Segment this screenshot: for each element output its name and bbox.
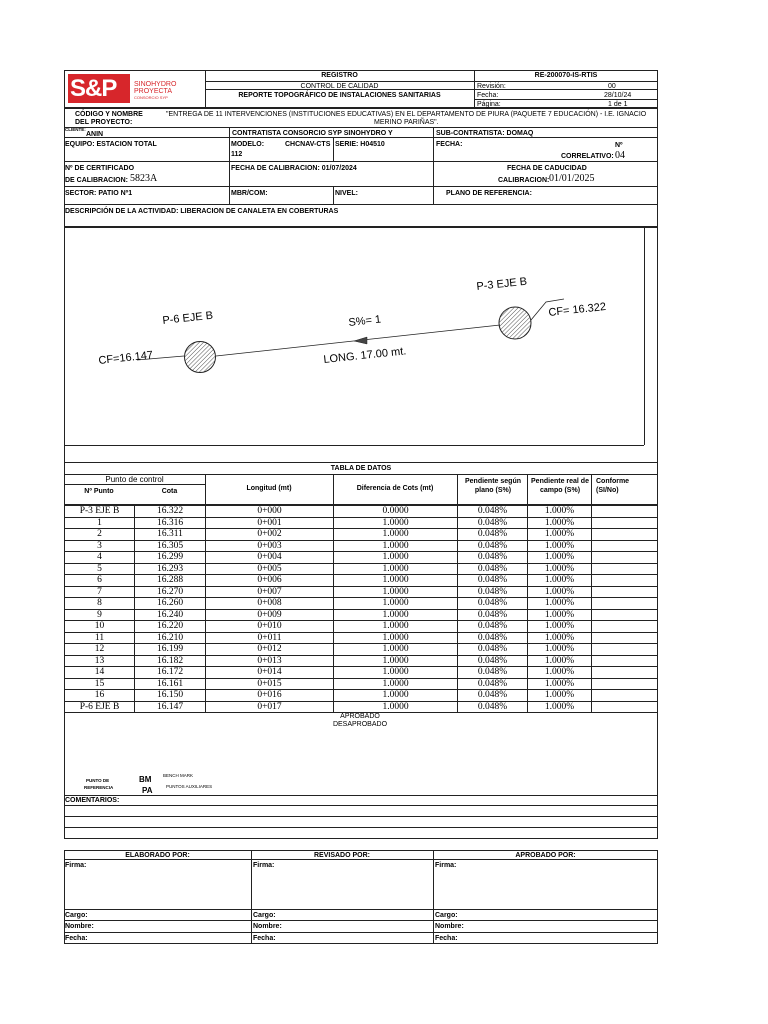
table-row: [65, 586, 658, 598]
caducidad-label-1: FECHA DE CADUCIDAD: [507, 165, 587, 172]
col-cota: Cota: [161, 488, 178, 495]
table-cell: 1.0000: [334, 563, 458, 575]
table-cell: 1.0000: [334, 575, 458, 587]
table-cell: 0+002: [206, 529, 334, 541]
table-cell: 9: [65, 609, 135, 621]
nombre-label-2: Nombre:: [253, 923, 282, 930]
table-cell: [592, 598, 658, 610]
table-cell: 1.000%: [528, 678, 592, 690]
aprobado-por: APROBADO POR:: [515, 852, 576, 859]
table-cell: 1.0000: [334, 609, 458, 621]
table-row: [65, 517, 658, 529]
table-cell: 1.000%: [528, 575, 592, 587]
table-cell: 1.000%: [528, 609, 592, 621]
caducidad-value: 01/01/2025: [549, 173, 595, 184]
table-cell: [592, 609, 658, 621]
table-cell: 0+005: [206, 563, 334, 575]
table-cell: [592, 690, 658, 702]
table-cell: 0.048%: [458, 575, 528, 587]
cargo-label-2: Cargo:: [253, 912, 276, 919]
table-cell: 0+011: [206, 632, 334, 644]
table-cell: 1.0000: [334, 678, 458, 690]
logo-brand: S&P: [70, 75, 117, 102]
logo-line1: SINOHYDRO: [134, 81, 177, 88]
table-cell: 5: [65, 563, 135, 575]
table-cell: 1.000%: [528, 598, 592, 610]
table-row: [65, 552, 658, 564]
correlativo-value: 04: [615, 150, 625, 161]
logo-line2: PROYECTA: [134, 88, 172, 95]
equipo: EQUIPO: ESTACION TOTAL: [65, 141, 157, 148]
table-cell: 1.000%: [528, 655, 592, 667]
table-cell: 0+007: [206, 586, 334, 598]
col-pendiente-plano: Pendiente según plano (S%): [464, 478, 521, 494]
signature-block: [64, 850, 658, 944]
report-title: REPORTE TOPOGRÁFICO DE INSTALACIONES SANITARIAS: [238, 92, 441, 99]
table-cell: 0+009: [206, 609, 334, 621]
revision-label: Revisión:: [477, 83, 506, 90]
table-cell: 1: [65, 517, 135, 529]
left-point-label: P-6 EJE B: [161, 309, 214, 327]
table-cell: 0+014: [206, 667, 334, 679]
firma-label-3: Firma:: [435, 862, 457, 869]
table-cell: 1.0000: [334, 529, 458, 541]
table-cell: [592, 621, 658, 633]
table-cell: 0+006: [206, 575, 334, 587]
flow-arrow-icon: [354, 337, 367, 344]
table-cell: 7: [65, 586, 135, 598]
col-longitud: Longitud (mt): [246, 485, 292, 492]
table-cell: 16.220: [135, 621, 206, 633]
cliente-label: CLIENTE:: [65, 127, 86, 132]
col-pendiente-real: Pendiente real de campo (S%): [531, 478, 589, 494]
table-cell: 16.210: [135, 632, 206, 644]
table-cell: 16: [65, 690, 135, 702]
table-cell: 1.000%: [528, 552, 592, 564]
table-cell: [592, 552, 658, 564]
table-row: [65, 632, 658, 644]
table-cell: 1.0000: [334, 621, 458, 633]
left-cf: CF=16.147: [97, 349, 154, 367]
table-cell: 16.293: [135, 563, 206, 575]
desaprobado-label: DESAPROBADO: [332, 721, 388, 728]
certificado-value: 5823A: [130, 173, 158, 184]
logo-line3: CONSORCIO SYP: [134, 95, 168, 100]
subcontratista: SUB-CONTRATISTA: DOMAQ: [436, 130, 534, 137]
table-cell: 16.270: [135, 586, 206, 598]
table-row: [65, 506, 658, 518]
pa-desc: PUNTOS AUXILIARES: [166, 784, 213, 789]
bm-desc: BENCH MARK: [163, 773, 194, 778]
aprobado-label: APROBADO: [340, 713, 380, 720]
table-cell: 14: [65, 667, 135, 679]
table-cell: 0+003: [206, 540, 334, 552]
table-cell: P-3 EJE B: [65, 506, 135, 518]
table-cell: [592, 632, 658, 644]
table-cell: [592, 563, 658, 575]
table-cell: 4: [65, 552, 135, 564]
table-cell: 1.000%: [528, 667, 592, 679]
table-cell: 1.0000: [334, 701, 458, 713]
certificado-label-1: Nº DE CERTIFICADO: [65, 165, 135, 172]
fecha-label: Fecha:: [477, 92, 499, 99]
table-cell: 16.150: [135, 690, 206, 702]
pagina-value: 1 de 1: [608, 101, 628, 108]
table-cell: 0.048%: [458, 690, 528, 702]
revision-value: 00: [608, 83, 616, 90]
table-cell: 16.147: [135, 701, 206, 713]
table-row: [65, 678, 658, 690]
right-cf: CF= 16.322: [547, 300, 607, 319]
table-cell: 1.000%: [528, 563, 592, 575]
cargo-label-1: Cargo:: [65, 912, 88, 919]
fecha-sign-label-3: Fecha:: [435, 935, 458, 942]
table-cell: 1.000%: [528, 517, 592, 529]
comentarios-label: COMENTARIOS:: [65, 797, 120, 804]
table-cell: 0.048%: [458, 586, 528, 598]
table-cell: 0.048%: [458, 632, 528, 644]
table-row: [65, 529, 658, 541]
table-cell: 0.048%: [458, 506, 528, 518]
table-cell: 1.000%: [528, 540, 592, 552]
table-cell: [592, 678, 658, 690]
table-cell: 1.0000: [334, 517, 458, 529]
fecha-sign-label-1: Fecha:: [65, 935, 88, 942]
table-cell: 1.000%: [528, 586, 592, 598]
pa-label: PA: [142, 786, 153, 795]
table-cell: [592, 575, 658, 587]
col-diferencia: Diferencia de Cots (mt): [356, 485, 434, 492]
table-cell: 16.288: [135, 575, 206, 587]
table-cell: 3: [65, 540, 135, 552]
table-row: [65, 655, 658, 667]
col-conforme: Conforme (SI/No): [596, 478, 630, 494]
table-cell: 16.299: [135, 552, 206, 564]
table-cell: [592, 644, 658, 656]
table-cell: 16.305: [135, 540, 206, 552]
table-cell: 0+012: [206, 644, 334, 656]
modelo-value-2: 112: [231, 151, 243, 158]
firma-label-1: Firma:: [65, 862, 87, 869]
table-cell: 0.048%: [458, 644, 528, 656]
table-cell: 2: [65, 529, 135, 541]
certificado-label-2: DE CALIBRACION:: [65, 177, 128, 184]
table-cell: 1.000%: [528, 632, 592, 644]
table-cell: 1.0000: [334, 690, 458, 702]
table-cell: 6: [65, 575, 135, 587]
table-cell: 16.199: [135, 644, 206, 656]
table-cell: 16.260: [135, 598, 206, 610]
table-cell: 0+013: [206, 655, 334, 667]
fecha-calibracion: FECHA DE CALIBRACION: 01/07/2024: [231, 165, 357, 172]
table-row: [65, 540, 658, 552]
length-label: LONG. 17.00 mt.: [322, 345, 407, 366]
modelo-label: MODELO:: [231, 141, 265, 148]
table-cell: [592, 517, 658, 529]
table-cell: 16.240: [135, 609, 206, 621]
table-row: [65, 598, 658, 610]
table-cell: 10: [65, 621, 135, 633]
table-cell: 0.048%: [458, 655, 528, 667]
table-row: [65, 644, 658, 656]
table-cell: 0+010: [206, 621, 334, 633]
table-cell: [592, 529, 658, 541]
comments-block: [64, 795, 658, 839]
table-cell: 12: [65, 644, 135, 656]
table-cell: 0.0000: [334, 506, 458, 518]
project-name-2: MERINO PARIÑAS".: [374, 119, 439, 126]
table-cell: 13: [65, 655, 135, 667]
modelo-value-1: CHCNAV-CTS: [285, 141, 331, 148]
table-cell: 0.048%: [458, 529, 528, 541]
document-code: RE-200070-IS-RTIS: [534, 72, 598, 79]
slope-drawing: [64, 227, 658, 463]
table-cell: 0+008: [206, 598, 334, 610]
nivel: NIVEL:: [335, 190, 358, 197]
table-cell: 15: [65, 678, 135, 690]
table-cell: 16.172: [135, 667, 206, 679]
col-nro-punto: Nº Punto: [84, 488, 114, 495]
table-cell: 1.0000: [334, 655, 458, 667]
bm-label: BM: [139, 775, 152, 784]
table-cell: 1.000%: [528, 690, 592, 702]
data-table: [64, 505, 658, 713]
pagina-label: Página:: [477, 101, 501, 108]
punto-control-header: Punto de control: [105, 475, 164, 484]
company-logo: [68, 74, 203, 104]
sector: SECTOR: PATIO Nº1: [65, 190, 133, 197]
table-title: TABLA DE DATOS: [330, 465, 392, 472]
table-cell: 1.0000: [334, 598, 458, 610]
nombre-label-1: Nombre:: [65, 923, 94, 930]
table-cell: 0+004: [206, 552, 334, 564]
manhole-p6-icon: [185, 342, 216, 373]
table-cell: 0+016: [206, 690, 334, 702]
table-cell: 1.0000: [334, 586, 458, 598]
table-cell: 0.048%: [458, 552, 528, 564]
table-cell: 1.000%: [528, 621, 592, 633]
table-cell: 11: [65, 632, 135, 644]
table-cell: 16.316: [135, 517, 206, 529]
project-label-2: DEL PROYECTO:: [75, 119, 133, 126]
table-cell: 1.000%: [528, 701, 592, 713]
table-cell: 0.048%: [458, 598, 528, 610]
table-cell: 1.0000: [334, 552, 458, 564]
table-cell: 0.048%: [458, 517, 528, 529]
descripcion-actividad: DESCRIPCIÓN DE LA ACTIVIDAD: LIBERACION DE CANALETA EN COBERTURAS: [65, 208, 339, 215]
table-cell: 0.048%: [458, 701, 528, 713]
serie: SERIE: H04510: [335, 141, 385, 148]
mbr-com: MBR/COM:: [231, 190, 268, 197]
table-cell: 1.000%: [528, 506, 592, 518]
revisado-por: REVISADO POR:: [313, 852, 370, 859]
cliente-value: ANIN: [86, 131, 104, 138]
nombre-label-3: Nombre:: [435, 923, 464, 930]
project-name-1: "ENTREGA DE 11 INTERVENCIONES (INSTITUCIONES EDUCATIVAS) EN EL DEPARTAMENTO DE PIURA (PAQUETE 7 EDUCACIÓN) - I.E. IGNACIO: [166, 111, 647, 118]
table-cell: 1.0000: [334, 644, 458, 656]
table-row: [65, 690, 658, 702]
nro-label: Nº: [615, 142, 623, 149]
table-cell: 0.048%: [458, 563, 528, 575]
registro-label: REGISTRO: [321, 72, 358, 79]
fecha-sign-label-2: Fecha:: [253, 935, 276, 942]
plano-referencia: PLANO DE REFERENCIA:: [446, 190, 532, 197]
table-cell: [592, 667, 658, 679]
table-cell: 0.048%: [458, 540, 528, 552]
table-cell: 1.000%: [528, 644, 592, 656]
table-cell: 16.161: [135, 678, 206, 690]
table-cell: 1.0000: [334, 632, 458, 644]
table-row: [65, 563, 658, 575]
fecha-field: FECHA:: [436, 141, 463, 148]
table-cell: 0+000: [206, 506, 334, 518]
table-row: [65, 667, 658, 679]
table-cell: [592, 586, 658, 598]
table-cell: 1.0000: [334, 540, 458, 552]
table-cell: 0+001: [206, 517, 334, 529]
table-cell: 0+015: [206, 678, 334, 690]
table-cell: 16.322: [135, 506, 206, 518]
table-cell: 0.048%: [458, 609, 528, 621]
table-row: [65, 575, 658, 587]
table-row: [65, 621, 658, 633]
punto-referencia-2: REFERENCIA: [84, 785, 114, 790]
table-cell: [592, 655, 658, 667]
table-cell: [592, 540, 658, 552]
table-cell: 1.0000: [334, 667, 458, 679]
manhole-p3-icon: [499, 307, 531, 339]
caducidad-label-2: CALIBRACION:: [498, 177, 550, 184]
table-row: [65, 609, 658, 621]
contratista: CONTRATISTA CONSORCIO SYP SINOHYDRO Y: [232, 130, 393, 137]
table-cell: 16.182: [135, 655, 206, 667]
project-label-1: CÓDIGO Y NOMBRE: [75, 111, 143, 118]
table-cell: 1.000%: [528, 529, 592, 541]
cargo-label-3: Cargo:: [435, 912, 458, 919]
punto-referencia-1: PUNTO DE: [86, 778, 110, 783]
control-calidad: CONTROL DE CALIDAD: [300, 83, 379, 90]
table-cell: 0+017: [206, 701, 334, 713]
table-cell: [592, 506, 658, 518]
fecha-value: 28/10/24: [604, 92, 632, 99]
table-cell: P-6 EJE B: [65, 701, 135, 713]
slope-label: S%= 1: [347, 313, 382, 329]
table-cell: [592, 701, 658, 713]
table-cell: 0.048%: [458, 678, 528, 690]
correlativo-label: CORRELATIVO:: [561, 153, 614, 160]
table-cell: 0.048%: [458, 667, 528, 679]
table-cell: 16.311: [135, 529, 206, 541]
elaborado-por: ELABORADO POR:: [125, 852, 190, 859]
table-cell: 8: [65, 598, 135, 610]
firma-label-2: Firma:: [253, 862, 275, 869]
table-row: [65, 701, 658, 713]
table-cell: 0.048%: [458, 621, 528, 633]
right-point-label: P-3 EJE B: [475, 275, 528, 293]
